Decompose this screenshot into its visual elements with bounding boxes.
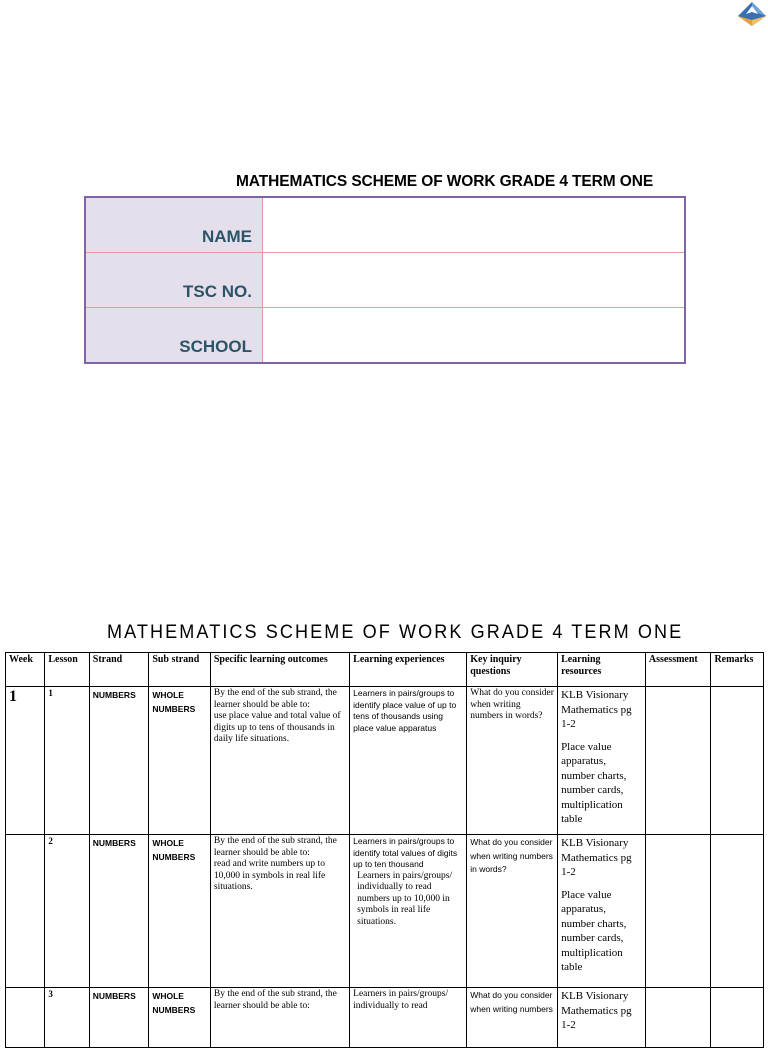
header-strand: Strand (89, 653, 149, 687)
document-title: MATHEMATICS SCHEME OF WORK GRADE 4 TERM ONE (236, 173, 654, 190)
header-resources: Learning resources (558, 653, 646, 687)
table-row (6, 988, 764, 1048)
resource-book: KLB Visionary Mathematics pg 1-2 (561, 689, 632, 730)
remarks-cell[interactable] (711, 988, 764, 1048)
school-row (85, 308, 685, 364)
week-cell: 1 (6, 687, 45, 835)
outcome-intro: By the end of the sub strand, the learner should be able to: (213, 836, 337, 858)
assessment-cell[interactable] (645, 988, 711, 1048)
header-week: Week (6, 653, 45, 687)
teacher-info-table (84, 196, 686, 364)
header-assessment: Assessment (645, 653, 711, 687)
experience-text-2: Learners in pairs/groups/ individually to read numbers up to 10,000 in symbols in real life situations. (357, 870, 453, 927)
strand-cell: NUMBERS (89, 687, 149, 835)
outcome-cell (210, 687, 349, 835)
name-row (85, 197, 685, 253)
resource-cell (558, 835, 646, 988)
assessment-cell[interactable] (645, 687, 711, 835)
publisher-logo-icon (736, 0, 768, 28)
resource-materials: Place value apparatus, number charts, number cards, multiplication table (561, 888, 627, 973)
strand-cell: NUMBERS (89, 988, 149, 1048)
experience-cell (350, 687, 467, 835)
outcome-intro: By the end of the sub strand, the learner should be able to: (213, 989, 337, 1011)
header-remarks: Remarks (711, 653, 764, 687)
lesson-cell: 3 (45, 988, 89, 1048)
tsc-label: TSC NO. (85, 253, 263, 308)
outcome-text: use place value and total value of digits up to tens of thousands in daily life situations. (213, 711, 341, 744)
header-lesson: Lesson (45, 653, 89, 687)
school-label: SCHOOL (85, 308, 263, 364)
question-cell (467, 988, 558, 1048)
experience-text: Learners in pairs/groups to identify total values of digits up to ten thousand (353, 836, 458, 869)
table-row (6, 835, 764, 988)
header-experiences: Learning experiences (350, 653, 467, 687)
remarks-cell[interactable] (711, 835, 764, 988)
week-cell (6, 835, 45, 988)
name-field[interactable] (263, 197, 686, 253)
sub-strand-cell: WHOLE NUMBERS (149, 687, 211, 835)
outcome-text: read and write numbers up to 10,000 in symbols in real life situations. (213, 859, 326, 892)
resource-book: KLB Visionary Mathematics pg 1-2 (561, 837, 632, 878)
question-text: What do you consider when writing numbers (470, 990, 553, 1014)
remarks-cell[interactable] (711, 687, 764, 835)
tsc-field[interactable] (263, 253, 686, 308)
scheme-table (5, 652, 764, 1048)
assessment-cell[interactable] (645, 835, 711, 988)
question-text: What do you consider when writing numbers in words? (470, 688, 554, 721)
outcome-cell (210, 988, 349, 1048)
experience-cell (350, 835, 467, 988)
table-row (6, 687, 764, 835)
school-field[interactable] (263, 308, 686, 364)
resource-materials: Place value apparatus, number charts, number cards, multiplication table (561, 740, 627, 825)
experience-cell (350, 988, 467, 1048)
lesson-cell: 2 (45, 835, 89, 988)
sub-strand-cell: WHOLE NUMBERS (149, 988, 211, 1048)
question-text: What do you consider when writing numbers in words? (470, 837, 553, 874)
sub-strand-cell: WHOLE NUMBERS (149, 835, 211, 988)
name-label: NAME (85, 197, 263, 253)
resource-cell (558, 988, 646, 1048)
experience-text: Learners in pairs/groups/ individually to read (353, 989, 449, 1011)
strand-cell: NUMBERS (89, 835, 149, 988)
header-sub-strand: Sub strand (149, 653, 211, 687)
outcome-intro: By the end of the sub strand, the learner should be able to: (213, 688, 337, 710)
resource-book: KLB Visionary Mathematics pg 1-2 (561, 990, 632, 1031)
tsc-row (85, 253, 685, 308)
header-row (6, 653, 764, 687)
lesson-cell: 1 (45, 687, 89, 835)
experience-text: Learners in pairs/groups to identify place value of up to tens of thousands using place value apparatus (353, 688, 457, 733)
resource-cell (558, 687, 646, 835)
week-cell (6, 988, 45, 1048)
question-cell (467, 687, 558, 835)
question-cell (467, 835, 558, 988)
scheme-title: MATHEMATICS SCHEME OF WORK GRADE 4 TERM ONE (107, 622, 684, 643)
header-outcomes: Specific learning outcomes (210, 653, 349, 687)
header-questions: Key inquiry questions (467, 653, 558, 687)
outcome-cell (210, 835, 349, 988)
